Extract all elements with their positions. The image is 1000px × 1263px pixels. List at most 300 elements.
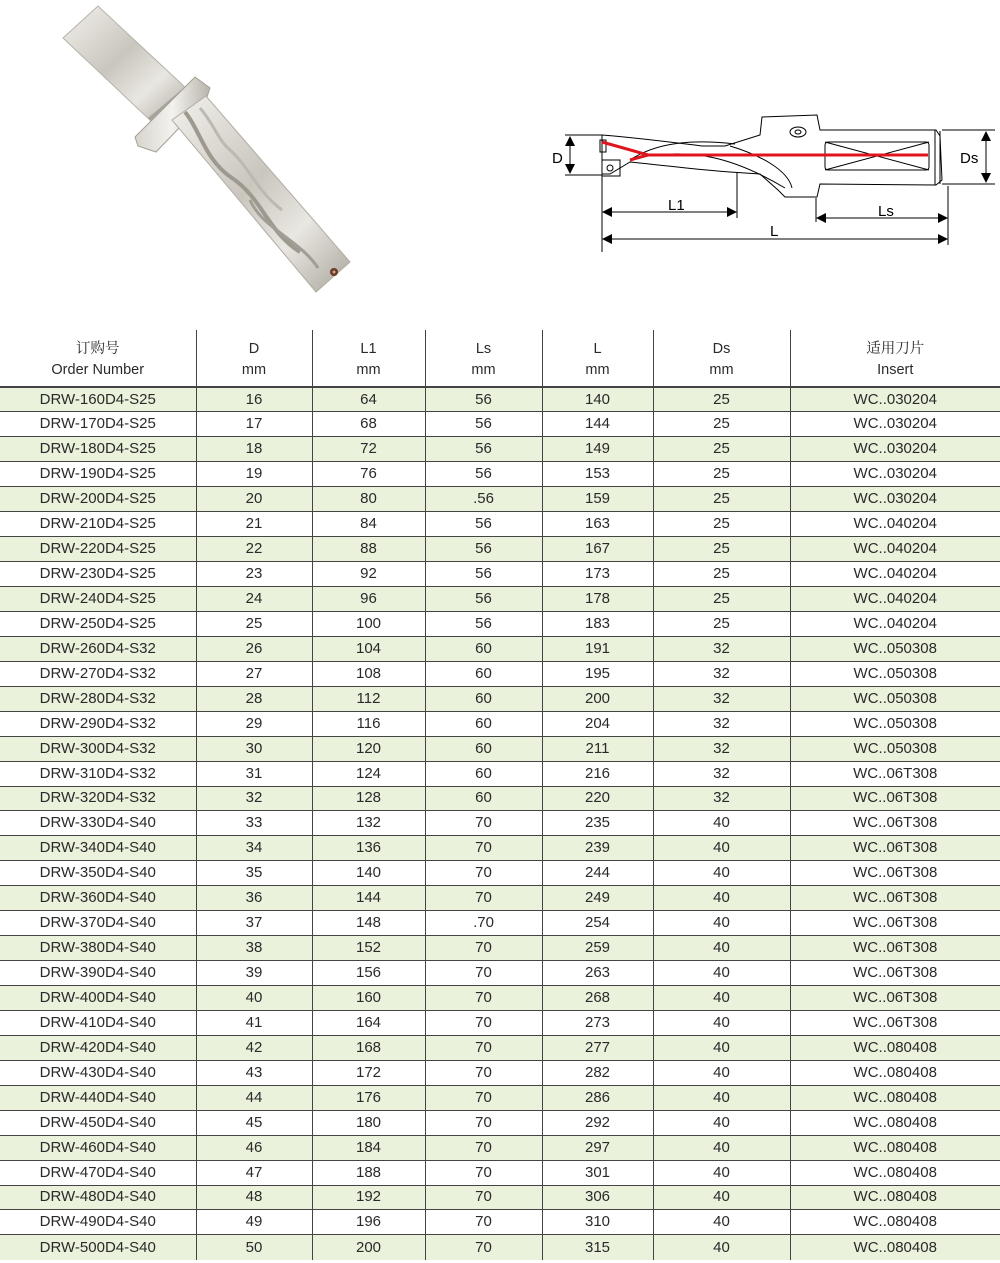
cell-l: 173 [542, 562, 653, 587]
table-row [0, 961, 1000, 986]
cell-l: 204 [542, 711, 653, 736]
table-row [0, 986, 1000, 1011]
cell-order-number: DRW-500D4-S40 [0, 1235, 196, 1260]
cell-insert: WC..080408 [790, 1135, 1000, 1160]
cell-d: 17 [196, 412, 312, 437]
cell-d: 46 [196, 1135, 312, 1160]
cell-ds: 40 [653, 1085, 790, 1110]
cell-l: 178 [542, 587, 653, 612]
cell-l1: 160 [312, 986, 425, 1011]
cell-order-number: DRW-430D4-S40 [0, 1060, 196, 1085]
table-row [0, 611, 1000, 636]
table-row [0, 1210, 1000, 1235]
table-row [0, 462, 1000, 487]
cell-l1: 64 [312, 387, 425, 412]
cell-ls: 70 [425, 986, 542, 1011]
label-L: L [770, 223, 779, 240]
cell-d: 32 [196, 786, 312, 811]
cell-l1: 92 [312, 562, 425, 587]
table-row [0, 1185, 1000, 1210]
cell-l1: 100 [312, 611, 425, 636]
cell-ds: 40 [653, 836, 790, 861]
table-row [0, 387, 1000, 412]
cell-l1: 188 [312, 1160, 425, 1185]
cell-ls: 60 [425, 761, 542, 786]
table-row [0, 437, 1000, 462]
column-header-l [542, 330, 653, 387]
label-Ds: Ds [960, 150, 979, 167]
cell-order-number: DRW-480D4-S40 [0, 1185, 196, 1210]
cell-ls: 60 [425, 686, 542, 711]
column-header-title: 订购号 [76, 340, 120, 357]
cell-l: 249 [542, 886, 653, 911]
cell-insert: WC..06T308 [790, 986, 1000, 1011]
table-row [0, 1010, 1000, 1035]
cell-ls: 60 [425, 711, 542, 736]
table-body [0, 387, 1000, 1260]
cell-order-number: DRW-490D4-S40 [0, 1210, 196, 1235]
cell-l: 144 [542, 412, 653, 437]
cell-l: 277 [542, 1035, 653, 1060]
cell-ds: 40 [653, 911, 790, 936]
cell-order-number: DRW-330D4-S40 [0, 811, 196, 836]
cell-order-number: DRW-380D4-S40 [0, 936, 196, 961]
cell-d: 30 [196, 736, 312, 761]
cell-d: 29 [196, 711, 312, 736]
cell-insert: WC..06T308 [790, 861, 1000, 886]
column-header-d [196, 330, 312, 387]
cell-l: 282 [542, 1060, 653, 1085]
cell-d: 21 [196, 512, 312, 537]
cell-l: 153 [542, 462, 653, 487]
cell-ds: 32 [653, 761, 790, 786]
cell-ds: 25 [653, 412, 790, 437]
cell-ls: 70 [425, 1160, 542, 1185]
table-row [0, 1235, 1000, 1260]
cell-insert: WC..040204 [790, 587, 1000, 612]
cell-ls: 70 [425, 936, 542, 961]
cell-l1: 152 [312, 936, 425, 961]
cell-order-number: DRW-360D4-S40 [0, 886, 196, 911]
cell-insert: WC..080408 [790, 1235, 1000, 1260]
cell-ds: 40 [653, 1010, 790, 1035]
cell-l: 306 [542, 1185, 653, 1210]
cell-ds: 40 [653, 961, 790, 986]
cell-insert: WC..030204 [790, 462, 1000, 487]
cell-l: 259 [542, 936, 653, 961]
cell-insert: WC..040204 [790, 512, 1000, 537]
cell-order-number: DRW-260D4-S32 [0, 636, 196, 661]
cell-l: 286 [542, 1085, 653, 1110]
cell-l: 220 [542, 786, 653, 811]
dimension-drawing [530, 100, 1000, 260]
cell-order-number: DRW-160D4-S25 [0, 387, 196, 412]
table-row [0, 412, 1000, 437]
cell-l: 315 [542, 1235, 653, 1260]
cell-l1: 72 [312, 437, 425, 462]
cell-order-number: DRW-350D4-S40 [0, 861, 196, 886]
cell-l1: 132 [312, 811, 425, 836]
cell-l1: 156 [312, 961, 425, 986]
cell-ls: 70 [425, 886, 542, 911]
cell-d: 48 [196, 1185, 312, 1210]
cell-order-number: DRW-400D4-S40 [0, 986, 196, 1011]
cell-d: 39 [196, 961, 312, 986]
cell-order-number: DRW-240D4-S25 [0, 587, 196, 612]
cell-ls: 56 [425, 512, 542, 537]
cell-ds: 40 [653, 861, 790, 886]
cell-d: 26 [196, 636, 312, 661]
table-row [0, 587, 1000, 612]
cell-l1: 120 [312, 736, 425, 761]
cell-l1: 96 [312, 587, 425, 612]
cell-l1: 148 [312, 911, 425, 936]
column-header-subtitle: mm [471, 361, 496, 378]
cell-ls: 70 [425, 836, 542, 861]
cell-ds: 25 [653, 587, 790, 612]
cell-ds: 40 [653, 886, 790, 911]
cell-order-number: DRW-300D4-S32 [0, 736, 196, 761]
cell-order-number: DRW-220D4-S25 [0, 537, 196, 562]
cell-insert: WC..06T308 [790, 886, 1000, 911]
cell-l1: 164 [312, 1010, 425, 1035]
table-row [0, 562, 1000, 587]
cell-ds: 40 [653, 1185, 790, 1210]
cell-l: 310 [542, 1210, 653, 1235]
column-header-title: L [593, 340, 602, 357]
cell-order-number: DRW-190D4-S25 [0, 462, 196, 487]
cell-d: 42 [196, 1035, 312, 1060]
table-row [0, 886, 1000, 911]
cell-ls: 56 [425, 611, 542, 636]
column-header-order-number [0, 330, 196, 387]
cell-ls: 56 [425, 462, 542, 487]
cell-d: 49 [196, 1210, 312, 1235]
cell-order-number: DRW-180D4-S25 [0, 437, 196, 462]
cell-ds: 32 [653, 736, 790, 761]
cell-l1: 128 [312, 786, 425, 811]
cell-l1: 180 [312, 1110, 425, 1135]
cell-ls: 56 [425, 587, 542, 612]
cell-l: 263 [542, 961, 653, 986]
cell-ls: 70 [425, 1185, 542, 1210]
cell-order-number: DRW-250D4-S25 [0, 611, 196, 636]
cell-insert: WC..080408 [790, 1110, 1000, 1135]
cell-l: 244 [542, 861, 653, 886]
cell-insert: WC..030204 [790, 387, 1000, 412]
cell-l: 200 [542, 686, 653, 711]
cell-order-number: DRW-230D4-S25 [0, 562, 196, 587]
cell-insert: WC..06T308 [790, 836, 1000, 861]
column-header-insert [790, 330, 1000, 387]
cell-l: 239 [542, 836, 653, 861]
cell-d: 23 [196, 562, 312, 587]
cell-l1: 172 [312, 1060, 425, 1085]
cell-ds: 25 [653, 512, 790, 537]
product-photo [0, 0, 420, 320]
spec-table [0, 330, 1000, 1260]
cell-insert: WC..040204 [790, 611, 1000, 636]
label-L1: L1 [668, 197, 685, 214]
cell-ds: 40 [653, 811, 790, 836]
cell-order-number: DRW-320D4-S32 [0, 786, 196, 811]
table-row [0, 636, 1000, 661]
cell-ls: 60 [425, 736, 542, 761]
cell-l1: 76 [312, 462, 425, 487]
column-header-subtitle: Order Number [51, 361, 145, 378]
cell-ds: 25 [653, 562, 790, 587]
cell-order-number: DRW-310D4-S32 [0, 761, 196, 786]
table-row [0, 836, 1000, 861]
cell-d: 37 [196, 911, 312, 936]
cell-ds: 32 [653, 711, 790, 736]
cell-insert: WC..030204 [790, 412, 1000, 437]
cell-ds: 32 [653, 686, 790, 711]
cell-insert: WC..040204 [790, 537, 1000, 562]
cell-d: 43 [196, 1060, 312, 1085]
cell-ls: 70 [425, 961, 542, 986]
cell-ds: 32 [653, 786, 790, 811]
table-row [0, 1035, 1000, 1060]
cell-ls: .56 [425, 487, 542, 512]
cell-d: 25 [196, 611, 312, 636]
cell-ds: 32 [653, 661, 790, 686]
drill-photo-icon [0, 0, 420, 320]
cell-d: 33 [196, 811, 312, 836]
cell-order-number: DRW-170D4-S25 [0, 412, 196, 437]
cell-order-number: DRW-270D4-S32 [0, 661, 196, 686]
cell-insert: WC..06T308 [790, 961, 1000, 986]
table-row [0, 1135, 1000, 1160]
cell-l1: 200 [312, 1235, 425, 1260]
cell-insert: WC..050308 [790, 686, 1000, 711]
cell-l1: 184 [312, 1135, 425, 1160]
cell-ds: 40 [653, 986, 790, 1011]
cell-l1: 112 [312, 686, 425, 711]
cell-order-number: DRW-470D4-S40 [0, 1160, 196, 1185]
cell-ls: 56 [425, 537, 542, 562]
table-row [0, 936, 1000, 961]
cell-order-number: DRW-390D4-S40 [0, 961, 196, 986]
cell-insert: WC..080408 [790, 1035, 1000, 1060]
cell-insert: WC..080408 [790, 1060, 1000, 1085]
cell-d: 22 [196, 537, 312, 562]
cell-order-number: DRW-410D4-S40 [0, 1010, 196, 1035]
cell-d: 44 [196, 1085, 312, 1110]
cell-l: 273 [542, 1010, 653, 1035]
column-header-title: Ls [475, 340, 492, 357]
cell-l1: 68 [312, 412, 425, 437]
column-header-title: D [248, 340, 260, 357]
cell-l1: 168 [312, 1035, 425, 1060]
cell-l1: 84 [312, 512, 425, 537]
column-header-title: Ds [712, 340, 731, 357]
cell-ls: 56 [425, 437, 542, 462]
cell-insert: WC..080408 [790, 1085, 1000, 1110]
table-row [0, 761, 1000, 786]
column-header-subtitle: Insert [877, 361, 914, 378]
cell-order-number: DRW-210D4-S25 [0, 512, 196, 537]
cell-insert: WC..050308 [790, 736, 1000, 761]
cell-insert: WC..050308 [790, 661, 1000, 686]
cell-d: 28 [196, 686, 312, 711]
label-Ls: Ls [878, 203, 894, 220]
cell-l: 301 [542, 1160, 653, 1185]
cell-insert: WC..06T308 [790, 936, 1000, 961]
cell-l1: 176 [312, 1085, 425, 1110]
cell-l: 297 [542, 1135, 653, 1160]
column-header-title: L1 [360, 340, 377, 357]
cell-l: 167 [542, 537, 653, 562]
cell-l: 235 [542, 811, 653, 836]
table-row [0, 487, 1000, 512]
cell-l: 159 [542, 487, 653, 512]
cell-insert: WC..080408 [790, 1210, 1000, 1235]
column-header-subtitle: mm [709, 361, 734, 378]
cell-l: 149 [542, 437, 653, 462]
table-row [0, 537, 1000, 562]
cell-d: 45 [196, 1110, 312, 1135]
cell-ls: 70 [425, 1035, 542, 1060]
cell-ls: 70 [425, 1110, 542, 1135]
cell-d: 47 [196, 1160, 312, 1185]
cell-l1: 192 [312, 1185, 425, 1210]
cell-ds: 25 [653, 437, 790, 462]
label-D: D [552, 150, 563, 167]
cell-l1: 136 [312, 836, 425, 861]
cell-l: 195 [542, 661, 653, 686]
cell-ds: 25 [653, 487, 790, 512]
cell-d: 19 [196, 462, 312, 487]
cell-ds: 40 [653, 1135, 790, 1160]
cell-l1: 88 [312, 537, 425, 562]
cell-d: 31 [196, 761, 312, 786]
cell-insert: WC..040204 [790, 562, 1000, 587]
cell-ds: 40 [653, 1110, 790, 1135]
cell-insert: WC..06T308 [790, 811, 1000, 836]
cell-order-number: DRW-340D4-S40 [0, 836, 196, 861]
cell-ls: 60 [425, 786, 542, 811]
column-header-subtitle: mm [356, 361, 381, 378]
cell-l: 183 [542, 611, 653, 636]
table-row [0, 512, 1000, 537]
table-row [0, 736, 1000, 761]
cell-ds: 40 [653, 1235, 790, 1260]
cell-d: 20 [196, 487, 312, 512]
cell-l: 216 [542, 761, 653, 786]
cell-l: 211 [542, 736, 653, 761]
cell-d: 40 [196, 986, 312, 1011]
cell-l: 191 [542, 636, 653, 661]
table-row [0, 786, 1000, 811]
cell-insert: WC..080408 [790, 1185, 1000, 1210]
cell-d: 35 [196, 861, 312, 886]
cell-ds: 40 [653, 936, 790, 961]
cell-insert: WC..050308 [790, 636, 1000, 661]
cell-ds: 25 [653, 462, 790, 487]
cell-order-number: DRW-200D4-S25 [0, 487, 196, 512]
table-row [0, 811, 1000, 836]
cell-l: 140 [542, 387, 653, 412]
table-row [0, 861, 1000, 886]
cell-ds: 25 [653, 387, 790, 412]
cell-d: 16 [196, 387, 312, 412]
cell-ls: 70 [425, 1235, 542, 1260]
cell-ds: 32 [653, 636, 790, 661]
cell-ls: 70 [425, 1210, 542, 1235]
column-header-l1 [312, 330, 425, 387]
cell-ds: 40 [653, 1160, 790, 1185]
cell-insert: WC..030204 [790, 487, 1000, 512]
cell-l: 254 [542, 911, 653, 936]
cell-ls: 70 [425, 811, 542, 836]
table-row [0, 711, 1000, 736]
cell-l1: 140 [312, 861, 425, 886]
cell-d: 41 [196, 1010, 312, 1035]
cell-ds: 25 [653, 611, 790, 636]
cell-order-number: DRW-370D4-S40 [0, 911, 196, 936]
column-header-subtitle: mm [241, 361, 267, 378]
cell-ls: 56 [425, 562, 542, 587]
cell-insert: WC..06T308 [790, 1010, 1000, 1035]
cell-order-number: DRW-450D4-S40 [0, 1110, 196, 1135]
cell-d: 36 [196, 886, 312, 911]
drill-dimension-diagram-icon [530, 100, 1000, 260]
cell-d: 24 [196, 587, 312, 612]
cell-d: 34 [196, 836, 312, 861]
cell-insert: WC..050308 [790, 711, 1000, 736]
table-row [0, 1085, 1000, 1110]
cell-order-number: DRW-460D4-S40 [0, 1135, 196, 1160]
cell-ds: 40 [653, 1035, 790, 1060]
cell-l1: 124 [312, 761, 425, 786]
cell-ls: 70 [425, 1135, 542, 1160]
column-header-subtitle: mm [585, 361, 610, 378]
cell-l1: 116 [312, 711, 425, 736]
cell-ls: .70 [425, 911, 542, 936]
table-row [0, 1110, 1000, 1135]
cell-order-number: DRW-420D4-S40 [0, 1035, 196, 1060]
cell-l1: 144 [312, 886, 425, 911]
cell-ls: 60 [425, 636, 542, 661]
cell-l: 268 [542, 986, 653, 1011]
cell-ds: 40 [653, 1060, 790, 1085]
cell-l: 163 [542, 512, 653, 537]
column-header-ds [653, 330, 790, 387]
cell-l1: 108 [312, 661, 425, 686]
cell-insert: WC..06T308 [790, 786, 1000, 811]
cell-order-number: DRW-280D4-S32 [0, 686, 196, 711]
cell-ls: 70 [425, 1010, 542, 1035]
cell-ds: 25 [653, 537, 790, 562]
table-row [0, 686, 1000, 711]
column-header-ls [425, 330, 542, 387]
table-header-row [0, 330, 1000, 387]
cell-l1: 196 [312, 1210, 425, 1235]
cell-insert: WC..06T308 [790, 761, 1000, 786]
cell-ls: 70 [425, 1085, 542, 1110]
cell-insert: WC..080408 [790, 1160, 1000, 1185]
cell-ls: 70 [425, 861, 542, 886]
cell-l1: 104 [312, 636, 425, 661]
cell-ds: 40 [653, 1210, 790, 1235]
cell-d: 38 [196, 936, 312, 961]
cell-l: 292 [542, 1110, 653, 1135]
cell-d: 18 [196, 437, 312, 462]
cell-d: 27 [196, 661, 312, 686]
cell-insert: WC..030204 [790, 437, 1000, 462]
cell-ls: 56 [425, 387, 542, 412]
